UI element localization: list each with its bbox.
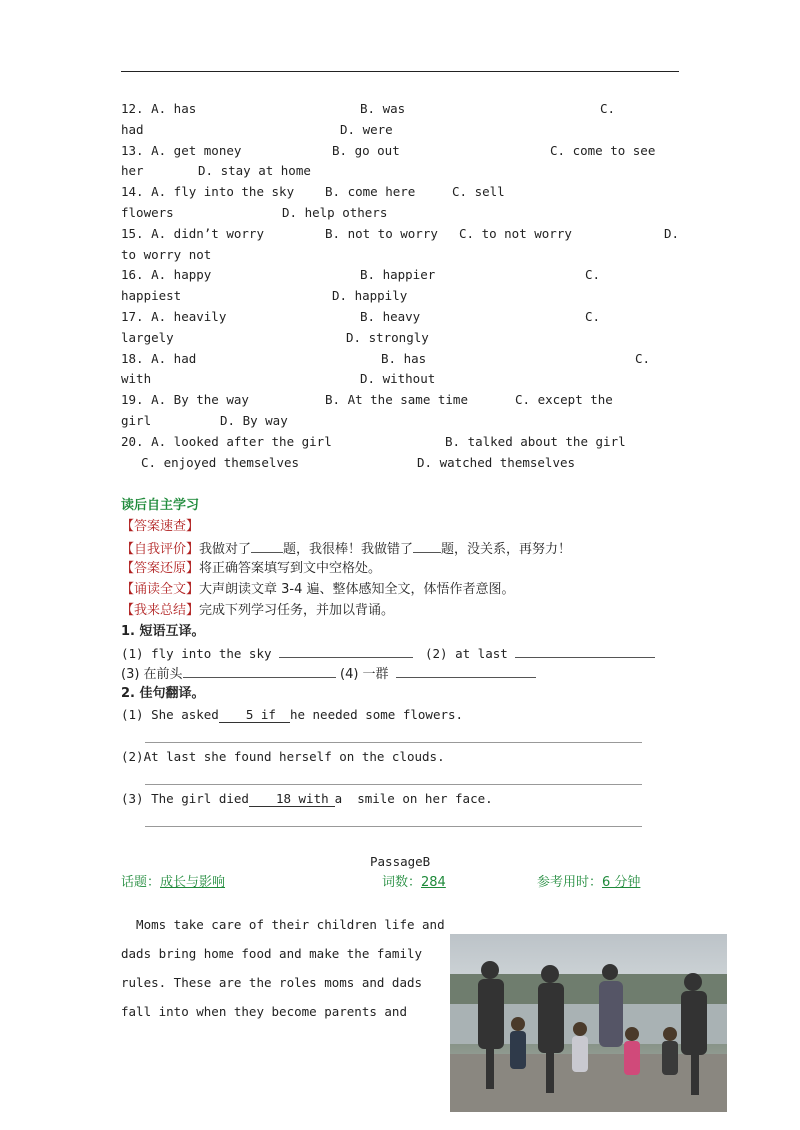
sentence-1-answer-line[interactable] (145, 742, 642, 743)
question-12-option: D. were (340, 121, 393, 137)
question-16-option: B. happier (360, 267, 436, 283)
topic-line (121, 873, 225, 893)
question-18-option: 18. A. had (121, 350, 197, 366)
question-16-option: 16. A. happy (121, 267, 212, 283)
time-line (537, 873, 640, 893)
word-count-label: 词数： (382, 875, 422, 890)
sentence-3-a: (3) The girl died (121, 791, 249, 806)
phrase-2: (2) at last (425, 646, 508, 661)
question-13-option: her (121, 163, 144, 179)
phrase-row-2 (425, 643, 655, 664)
sentence-3-b: a smile on her face. (334, 791, 493, 806)
self-eval-text-b: 题，我很棒！我做错了 (283, 542, 414, 557)
question-15-option: D. (664, 225, 680, 241)
topic-value: 成长与影响 (160, 875, 226, 890)
question-18-option: C. (635, 350, 651, 366)
question-16-option: happiest (121, 288, 182, 304)
question-17-option: 17. A. heavily (121, 309, 227, 324)
question-13-option: C. come to see (550, 142, 656, 158)
question-14-option: B. come here (325, 184, 416, 200)
section-title: 读后自主学习 (121, 498, 200, 513)
self-eval-tag: 【自我评价】 (121, 542, 200, 557)
question-19-option: D. By way (220, 413, 288, 428)
question-18-option: B. has (381, 350, 427, 366)
family-photo-illustration (450, 934, 727, 1112)
passage-line-4: fall into when they become parents and (121, 1004, 407, 1019)
question-15-option: B. not to worry (325, 225, 438, 241)
question-16-option: C. (585, 267, 601, 283)
question-15-option: 15. A. didn’t worry (121, 225, 264, 241)
phrase-heading: 1. 短语互译。 (121, 624, 205, 639)
question-19-option: B. At the same time (325, 392, 468, 408)
question-13-option: D. stay at home (198, 163, 311, 179)
question-15-option: C. to not worry (459, 225, 572, 241)
phrase-4: (4) 一群 (340, 667, 389, 682)
question-19-option: C. except the (515, 392, 613, 408)
question-20-option: C. enjoyed themselves (141, 454, 300, 470)
correct-count-blank[interactable] (251, 538, 283, 553)
summary-tag: 【我来总结】 (121, 603, 200, 618)
question-20-option: B. talked about the girl (445, 433, 626, 449)
passage-line-1: Moms take care of their children life and (121, 917, 445, 932)
sentence-3-fill[interactable]: 18 with (249, 791, 335, 807)
header-rule (121, 71, 679, 72)
passage-line-2: dads bring home food and make the family (121, 946, 423, 961)
self-eval-line (121, 538, 571, 560)
sentence-1-fill[interactable]: 5 if (219, 707, 290, 723)
question-15-option: to worry not (121, 246, 212, 262)
answer-check-tag: 【答案速查】 (121, 519, 200, 534)
passage-line-3: rules. These are the roles moms and dads (121, 975, 423, 990)
passage-title: PassageB (370, 854, 431, 869)
sentence-heading: 2. 佳句翻译。 (121, 686, 205, 701)
sentence-2: (2)At last she found herself on the clouds. (121, 749, 445, 764)
answer-restore-tag: 【答案还原】 (121, 561, 200, 576)
question-17-option: C. (585, 309, 601, 324)
question-17-option: largely (121, 329, 174, 345)
phrase-3: (3) 在前头 (121, 667, 183, 682)
summary-text: 完成下列学习任务，并加以背诵。 (199, 603, 395, 618)
phrase-1: (1) fly into the sky (121, 646, 272, 661)
sentence-2-answer-line[interactable] (145, 784, 642, 785)
topic-label: 话题： (121, 875, 161, 890)
self-eval-text-c: 题，没关系，再努力！ (441, 542, 572, 557)
question-14-option: C. sell (452, 184, 505, 200)
sentence-1-a: (1) She asked (121, 707, 219, 722)
question-17-option: D. strongly (346, 329, 429, 345)
phrase-row-1 (121, 643, 413, 664)
sentence-1-b: he needed some flowers. (289, 707, 464, 722)
question-12-option: B. was (360, 101, 406, 116)
wrong-count-blank[interactable] (413, 538, 441, 553)
read-aloud-tag: 【诵读全文】 (121, 582, 200, 597)
phrase-1-blank[interactable] (279, 643, 413, 658)
question-12-option: had (121, 121, 144, 137)
question-18-option: with (121, 371, 152, 387)
question-19-option: 19. A. By the way (121, 392, 249, 408)
question-17-option: B. heavy (360, 309, 421, 324)
question-19-option: girl (121, 413, 152, 428)
phrase-row-3 (121, 663, 336, 685)
sentence-3-answer-line[interactable] (145, 826, 642, 827)
question-14-option: D. help others (282, 205, 388, 220)
read-aloud-line (121, 580, 515, 600)
sentence-3 (121, 789, 493, 809)
time-value: 6 分钟 (602, 875, 641, 890)
read-aloud-text: 大声朗读文章 3-4 遍、整体感知全文，体悟作者意图。 (199, 582, 515, 597)
answer-restore-line (121, 559, 381, 579)
self-eval-text-a: 我做对了 (199, 542, 252, 557)
phrase-2-blank[interactable] (515, 643, 655, 658)
question-12-option: C. (600, 101, 616, 116)
question-14-option: flowers (121, 205, 174, 220)
phrase-3-blank[interactable] (183, 663, 336, 678)
question-20-option: 20. A. looked after the girl (121, 433, 332, 449)
question-13-option: B. go out (332, 142, 400, 158)
family-photo (450, 934, 727, 1112)
word-count-line (382, 873, 446, 893)
phrase-row-4 (340, 663, 536, 685)
question-12-option: 12. A. has (121, 101, 197, 116)
question-18-option: D. without (360, 371, 436, 387)
sentence-1 (121, 705, 463, 725)
phrase-4-blank[interactable] (396, 663, 536, 678)
summary-line (121, 601, 394, 621)
word-count-value: 284 (421, 875, 446, 890)
time-label: 参考用时： (537, 875, 603, 890)
question-20-option: D. watched themselves (417, 454, 576, 470)
question-14-option: 14. A. fly into the sky (121, 184, 295, 200)
question-13-option: 13. A. get money (121, 142, 242, 158)
answer-restore-text: 将正确答案填写到文中空格处。 (199, 561, 382, 576)
question-16-option: D. happily (332, 288, 408, 304)
